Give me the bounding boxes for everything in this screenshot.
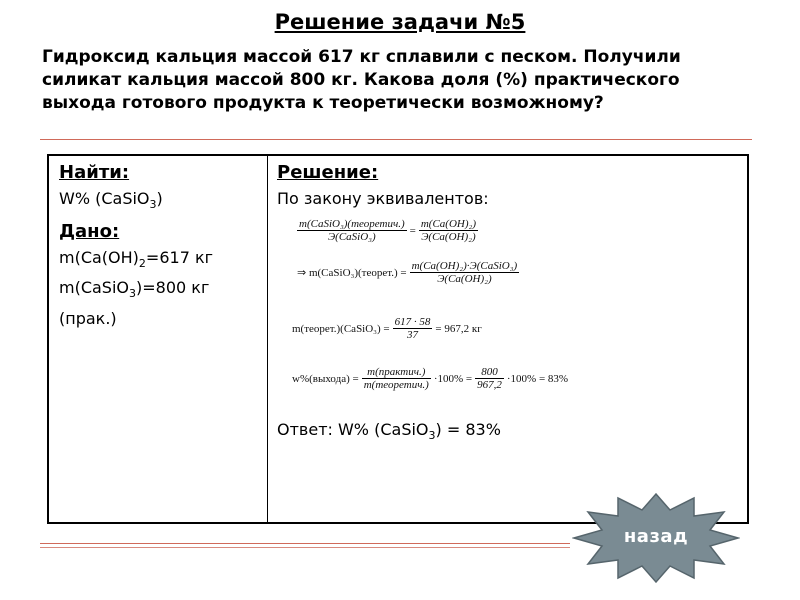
answer-prefix: Ответ: W% (CaSiO	[277, 420, 429, 439]
find-value-prefix: W% (CaSiO	[59, 189, 150, 208]
f4-num1: m(практич.)	[362, 366, 431, 379]
solution-header: Решение:	[277, 162, 379, 183]
given-item-1	[59, 246, 259, 276]
given-item-2	[59, 276, 259, 306]
given-1-sub: 2	[138, 257, 146, 271]
formula-2	[294, 260, 519, 285]
page-title: Решение задачи №5	[274, 10, 526, 34]
f3-lead: m(теорет.)(CaSiO₃) =	[292, 322, 390, 335]
f3-den: 37	[407, 329, 419, 341]
answer-sub: 3	[428, 429, 436, 443]
answer	[277, 420, 501, 442]
f1-rhs-num: m(Ca(OH)₂)	[420, 218, 476, 230]
f1-lhs-den: Э(CaSiO₃)	[327, 231, 376, 243]
given-2-prefix: m(CaSiO	[59, 278, 129, 298]
f2-den: Э(Ca(OH)₂)	[437, 273, 492, 285]
formula-4	[289, 366, 571, 391]
f4-num2: 800	[475, 366, 504, 379]
problem-statement: Гидроксид кальция массой 617 кг сплавили с песком. Получили силикат кальция массой 800 кг. Какова доля (%) практического выхода готового продукта к теоретически возможному?	[42, 47, 681, 113]
given-item-2-note: (прак.)	[59, 308, 117, 328]
f4-mid: ·100% =	[433, 372, 473, 385]
f4-lead: w%(выхода) =	[292, 372, 359, 385]
right-column	[277, 162, 737, 211]
given-header: Дано:	[59, 221, 120, 243]
formula-3	[289, 316, 485, 341]
find-value-suffix: )	[156, 189, 163, 208]
find-header: Найти:	[59, 162, 130, 183]
f3-num: 617 · 58	[394, 316, 431, 328]
divider-top	[40, 139, 752, 140]
solution-table	[47, 154, 749, 524]
divider-bottom-2	[40, 547, 570, 548]
divider-bottom	[40, 543, 570, 544]
f4-end: ·100% = 83%	[506, 372, 569, 385]
f2-num: m(Ca(OH)₂)·Э(CaSiO₃)	[411, 260, 518, 272]
column-divider	[267, 156, 268, 522]
answer-suffix: ) = 83%	[435, 420, 501, 439]
back-button[interactable]	[572, 492, 740, 584]
given-2-suffix: )=800 кг	[136, 278, 210, 298]
given-2-sub: 3	[129, 287, 136, 301]
formula-1: $\frac{\text{m(CaSiO₃)(теоретич.)}}{\text{Э(CaSiO₃)}}$ = $\frac{\text{m(Ca(OH)₂)}}{\text{Э(Ca(OH)₂)}}$	[299, 218, 476, 243]
find-value-sub: 3	[149, 198, 157, 212]
f4-den2: 967,2	[477, 379, 502, 391]
f2-lead: ⇒ m(CaSiO₃)(теорет.) =	[297, 267, 407, 279]
law-text: По закону эквивалентов:	[277, 189, 489, 208]
f3-result: = 967,2 кг	[435, 322, 482, 335]
given-1-prefix: m(Ca(OH)	[59, 248, 139, 268]
f1-lhs-num: m(CaSiO₃)(теоретич.)	[299, 218, 405, 230]
find-value	[59, 187, 259, 217]
f1-rhs-den: Э(Ca(OH)₂)	[421, 231, 476, 243]
given-1-suffix: =617 кг	[145, 248, 214, 268]
f4-den1: m(теоретич.)	[363, 379, 429, 391]
left-column	[59, 162, 259, 331]
back-button-label: назад	[623, 526, 689, 547]
